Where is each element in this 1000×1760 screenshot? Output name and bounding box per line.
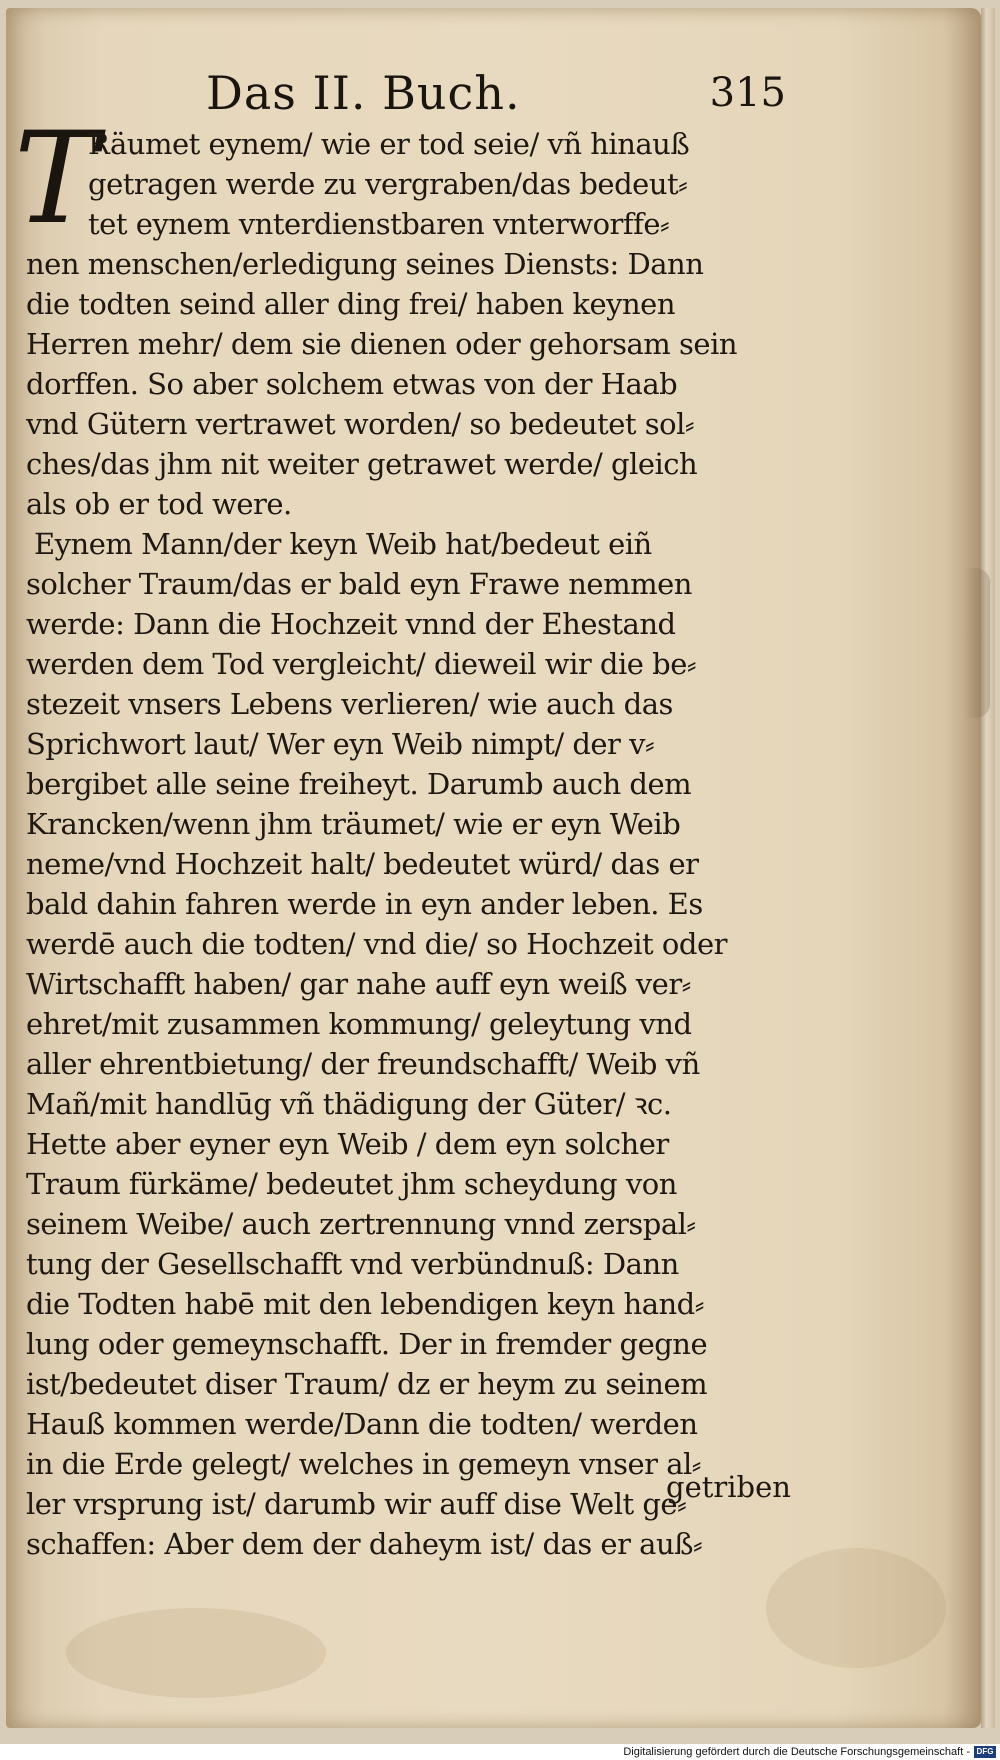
text-line: bergibet alle seine freiheyt. Darumb auch dem [26,767,692,801]
text-line: ehret/mit zusammen kommung/ geleytung vnd [26,1007,692,1041]
page-edge [981,8,995,1728]
text-line: solcher Traum/das er bald eyn Frawe nemmen [26,567,692,601]
text-line: ches/das jhm nit weiter getrawet werde/ gleich [26,447,698,481]
text-line: aller ehrentbietung/ der freundschafft/ Weib vñ [26,1047,700,1081]
funding-credit: Digitalisierung gefördert durch die Deutsche Forschungsgemeinschaft - [623,1746,970,1758]
page-fold [964,568,990,718]
text-line: ler vrsprung ist/ darumb wir auff dise Welt ge⸗ [26,1487,687,1521]
digitization-footer [0,1744,1000,1760]
text-line: Herren mehr/ dem sie dienen oder gehorsam sein [26,327,738,361]
text-line: tet eynem vnterdienstbaren vnterworffe⸗ [88,207,670,241]
catchword: getriben [666,1470,791,1504]
text-line: die todten seind aller ding frei/ haben keynen [26,287,676,321]
text-line: stezeit vnsers Lebens verlieren/ wie auch das [26,687,673,721]
text-line: vnd Gütern vertrawet worden/ so bedeutet sol⸗ [26,407,695,441]
text-line: Räumet eynem/ wie er tod seie/ vñ hinauß [88,127,690,161]
text-line: Hauß kommen werde/Dann die todten/ werden [26,1407,698,1441]
text-line: tung der Gesellschafft vnd verbündnuß: Dann [26,1247,679,1281]
dfg-logo-icon: DFG [974,1746,996,1758]
text-line: in die Erde gelegt/ welches in gemeyn vnser al⸗ [26,1447,701,1481]
text-line: die Todten habē mit den lebendigen keyn hand⸗ [26,1287,704,1321]
text-line: lung oder gemeynschafft. Der in fremder gegne [26,1327,708,1361]
text-line: nen menschen/erledigung seines Diensts: Dann [26,247,704,281]
page-number: 315 [709,70,786,116]
running-header [206,66,786,126]
book-section-title: Das II. Buch. [206,66,521,120]
text-line: neme/vnd Hochzeit halt/ bedeutet würd/ das er [26,847,699,881]
text-line: bald dahin fahren werde in eyn ander leben. Es [26,887,703,921]
text-line: Hette aber eyner eyn Weib / dem eyn solcher [26,1127,669,1161]
text-line: werden dem Tod vergleicht/ dieweil wir die be⸗ [26,647,697,681]
text-line: ist/bedeutet diser Traum/ dz er heym zu seinem [26,1367,708,1401]
text-line: Sprichwort laut/ Wer eyn Weib nimpt/ der v⸗ [26,727,655,761]
text-line: Krancken/wenn jhm träumet/ wie er eyn Weib [26,807,681,841]
text-line: werdē auch die todten/ vnd die/ so Hochzeit oder [26,927,727,961]
paper-stain [766,1548,946,1668]
text-line: Mañ/mit handlūg vñ thädigung der Güter/ ꝛc. [26,1087,672,1121]
text-line: werde: Dann die Hochzeit vnnd der Ehestand [26,607,676,641]
text-line: dorffen. So aber solchem etwas von der Haab [26,367,678,401]
text-line: schaffen: Aber dem der daheym ist/ das er auß⸗ [26,1527,703,1561]
text-line: getragen werde zu vergraben/das bedeut⸗ [88,167,688,201]
drop-cap-initial: T [14,105,99,252]
text-line: seinem Weibe/ auch zertrennung vnnd zerspal⸗ [26,1207,696,1241]
text-line: Wirtschafft haben/ gar nahe auff eyn weiß ver⸗ [26,967,691,1001]
body-text [26,124,816,1564]
text-line: als ob er tod were. [26,487,292,521]
book-page [6,8,981,1728]
text-line: Eynem Mann/der keyn Weib hat/bedeut eiñ [34,527,652,561]
paper-stain [66,1608,326,1698]
text-line: Traum fürkäme/ bedeutet jhm scheydung von [26,1167,677,1201]
